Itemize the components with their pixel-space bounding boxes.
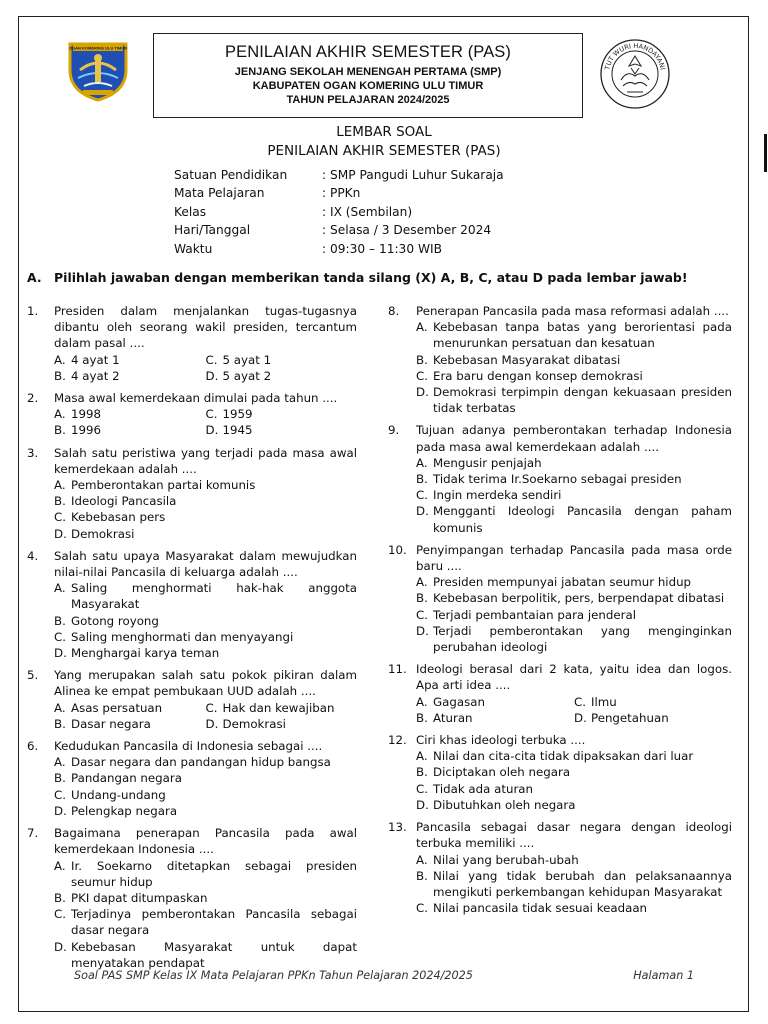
answer-option xyxy=(54,629,357,645)
answer-option xyxy=(54,580,357,612)
tut-wuri-handayani-logo xyxy=(597,36,673,112)
option-text: Dibutuhkan oleh negara xyxy=(433,797,576,812)
info-label: Hari/Tanggal xyxy=(174,223,251,238)
answer-option xyxy=(416,748,732,764)
answer-option xyxy=(416,368,732,384)
exam-header-box xyxy=(153,33,583,118)
question-item xyxy=(27,738,357,819)
option-letter: D. xyxy=(416,797,429,812)
instruction xyxy=(27,270,688,285)
info-value: : Selasa / 3 Desember 2024 xyxy=(322,223,492,238)
option-text: Demokrasi xyxy=(71,526,135,541)
question-number: 9. xyxy=(388,423,400,438)
option-letter: A. xyxy=(54,700,66,715)
option-text: 1998 xyxy=(71,407,102,422)
answer-option xyxy=(416,487,732,503)
answer-option xyxy=(416,574,732,590)
option-text: Saling menghormati dan menyayangi xyxy=(71,629,294,644)
option-letter: A. xyxy=(54,478,66,493)
option-letter: B. xyxy=(54,494,66,509)
option-text: Mengganti Ideologi Pancasila dengan paham komunis xyxy=(433,504,732,535)
option-letter: D. xyxy=(205,716,219,731)
option-text: Ingin merdeka sendiri xyxy=(433,488,562,503)
question-number: 3. xyxy=(27,445,39,460)
question-column-right xyxy=(388,303,732,922)
option-text: Mengusir penjajah xyxy=(433,455,542,470)
info-label: Kelas xyxy=(174,204,207,219)
answer-option xyxy=(54,368,206,384)
section-letter: A. xyxy=(27,270,42,285)
question-text: Bagaimana penerapan Pancasila pada awal kemerdekaan Indonesia .... xyxy=(54,826,357,857)
option-letter: A. xyxy=(416,455,428,470)
option-letter: D. xyxy=(54,526,67,541)
question-number: 5. xyxy=(27,668,39,683)
answer-option xyxy=(416,319,732,351)
instruction-text: Pilihlah jawaban dengan memberikan tanda silang (X) A, B, C, atau D pada lembar jawab! xyxy=(54,270,688,285)
option-text: Gotong royong xyxy=(71,613,159,628)
option-text: Terjadi pembantaian para jenderal xyxy=(433,607,637,622)
answer-option xyxy=(416,455,732,471)
question-item xyxy=(27,303,357,384)
option-text: Demokrasi xyxy=(222,716,286,731)
option-letter: A. xyxy=(54,352,66,367)
question-number: 7. xyxy=(27,826,39,841)
answer-options xyxy=(416,852,732,917)
option-letter: A. xyxy=(54,407,66,422)
emblem-motto-text: TUT WURI HANDAYANI xyxy=(603,41,667,71)
info-value: : 09:30 – 11:30 WIB xyxy=(322,241,442,256)
question-item xyxy=(388,303,732,416)
info-row xyxy=(174,186,504,204)
question-number: 10. xyxy=(388,542,407,557)
option-letter: C. xyxy=(416,781,428,796)
answer-option xyxy=(54,700,206,716)
answer-option xyxy=(54,477,357,493)
option-letter: B. xyxy=(416,868,428,883)
info-label: Waktu xyxy=(174,241,213,256)
answer-option xyxy=(54,406,206,422)
option-text: Nilai dan cita-cita tidak dipaksakan dari luar xyxy=(433,749,694,764)
question-number: 12. xyxy=(388,733,407,748)
answer-options xyxy=(54,754,357,819)
option-letter: C. xyxy=(416,488,428,503)
option-text: Pandangan negara xyxy=(71,771,182,786)
option-text: Saling menghormati hak-hak anggota Masyarakat xyxy=(71,581,357,612)
option-text: Diciptakan oleh negara xyxy=(433,765,571,780)
option-letter: B. xyxy=(416,710,428,725)
question-text: Ciri khas ideologi terbuka .... xyxy=(416,733,586,748)
question-text: Penerapan Pancasila pada masa reformasi adalah .... xyxy=(416,304,729,318)
option-text: Kebebasan Masyarakat dibatasi xyxy=(433,352,621,367)
question-item xyxy=(388,542,732,655)
option-letter: C. xyxy=(574,694,586,709)
answer-options xyxy=(54,477,357,542)
question-text: Kedudukan Pancasila di Indonesia sebagai .... xyxy=(54,739,323,754)
answer-option xyxy=(54,716,206,732)
option-letter: B. xyxy=(416,765,428,780)
question-item xyxy=(27,825,357,971)
answer-option xyxy=(206,368,358,384)
answer-option xyxy=(206,422,358,438)
answer-option xyxy=(54,939,357,971)
question-column-left xyxy=(27,303,357,977)
question-item xyxy=(27,667,357,732)
answer-option xyxy=(574,694,732,710)
option-text: Hak dan kewajiban xyxy=(222,700,335,715)
answer-option xyxy=(416,590,732,606)
answer-option xyxy=(54,422,206,438)
question-text: Pancasila sebagai dasar negara dengan ideologi terbuka memiliki .... xyxy=(416,820,732,851)
question-item xyxy=(388,732,732,813)
option-text: Nilai yang berubah-ubah xyxy=(433,852,579,867)
answer-option xyxy=(416,503,732,535)
option-text: 5 ayat 2 xyxy=(222,368,272,383)
answer-option xyxy=(54,493,357,509)
option-letter: D. xyxy=(574,710,587,725)
option-text: Terjadi pemberontakan yang menginginkan perubahan ideologi xyxy=(433,623,732,655)
option-letter: B. xyxy=(54,423,66,438)
option-text: 1945 xyxy=(222,423,253,438)
answer-option xyxy=(54,787,357,803)
option-text: Presiden mempunyai jabatan seumur hidup xyxy=(433,575,692,590)
option-text: Terjadinya pemberontakan Pancasila sebagai dasar negara xyxy=(71,907,357,938)
option-letter: A. xyxy=(416,320,428,335)
option-letter: A. xyxy=(54,858,66,873)
option-text: Kebebasan berpolitik, pers, berpendapat dibatasi xyxy=(433,591,725,606)
question-text: Salah satu upaya Masyarakat dalam mewujudkan nilai-nilai Pancasila di keluarga adalah .... xyxy=(54,548,357,580)
option-letter: A. xyxy=(416,852,428,867)
answer-option xyxy=(206,716,358,732)
question-item xyxy=(388,661,732,726)
answer-option xyxy=(54,352,206,368)
answer-option xyxy=(54,890,357,906)
answer-option xyxy=(206,406,358,422)
option-text: Nilai yang tidak berubah dan pelaksanaannya mengikuti perkembangan kehidupan Masyarakat xyxy=(433,868,732,899)
info-value: : IX (Sembilan) xyxy=(322,204,413,219)
school-level: JENJANG SEKOLAH MENENGAH PERTAMA (SMP) xyxy=(234,66,502,78)
answer-option xyxy=(416,471,732,487)
option-letter: D. xyxy=(54,646,67,661)
question-item xyxy=(388,422,732,535)
sheet-title: LEMBAR SOAL xyxy=(336,124,432,140)
option-letter: C. xyxy=(54,510,66,525)
answer-options xyxy=(54,352,357,384)
option-text: Kebebasan Masyarakat untuk dapat menyatakan pendapat xyxy=(71,939,357,970)
question-text: Ideologi berasal dari 2 kata, yaitu idea dan logos. Apa arti idea .... xyxy=(416,662,732,693)
option-text: Undang-undang xyxy=(71,787,166,802)
question-item xyxy=(388,819,732,916)
question-item xyxy=(27,548,357,661)
info-row xyxy=(174,223,504,241)
footer-description: Soal PAS SMP Kelas IX Mata Pelajaran PPKn Tahun Pelajaran 2024/2025 xyxy=(74,969,473,982)
option-letter: C. xyxy=(54,787,66,802)
option-letter: D. xyxy=(416,623,429,638)
answer-option xyxy=(54,613,357,629)
answer-option xyxy=(416,797,732,813)
option-letter: B. xyxy=(54,771,66,786)
option-text: PKI dapat ditumpaskan xyxy=(71,890,208,905)
option-text: Ideologi Pancasila xyxy=(71,494,177,509)
option-text: 1959 xyxy=(222,407,253,422)
answer-options xyxy=(54,580,357,661)
option-letter: B. xyxy=(416,591,428,606)
question-item xyxy=(27,445,357,542)
answer-options xyxy=(416,694,732,726)
option-letter: C. xyxy=(416,368,428,383)
answer-option xyxy=(416,852,732,868)
option-letter: C. xyxy=(416,901,428,916)
answer-option xyxy=(54,754,357,770)
regency-crest-logo xyxy=(66,40,130,102)
option-text: Kebebasan tanpa batas yang berorientasi pada menurunkan persatuan dan kesatuan xyxy=(433,320,732,351)
option-letter: A. xyxy=(416,694,428,709)
info-row xyxy=(174,205,504,223)
page-footer xyxy=(74,969,694,982)
option-letter: C. xyxy=(205,407,218,422)
question-text: Penyimpangan terhadap Pancasila pada masa orde baru .... xyxy=(416,542,732,574)
option-letter: B. xyxy=(54,716,66,731)
option-text: Dasar negara xyxy=(71,716,151,731)
answer-option xyxy=(54,645,357,661)
option-letter: D. xyxy=(416,504,429,519)
option-text: Ilmu xyxy=(591,694,617,709)
answer-option xyxy=(416,710,574,726)
question-number: 4. xyxy=(27,548,39,563)
option-letter: B. xyxy=(54,368,66,383)
info-value: : PPKn xyxy=(322,186,361,201)
answer-option xyxy=(54,526,357,542)
question-number: 6. xyxy=(27,739,39,754)
question-text: Tujuan adanya pemberontakan terhadap Indonesia pada masa awal kemerdekaan adalah .... xyxy=(416,423,732,454)
option-letter: A. xyxy=(54,755,66,770)
option-text: 4 ayat 2 xyxy=(71,368,120,383)
option-text: 1996 xyxy=(71,423,102,438)
option-letter: C. xyxy=(205,700,218,715)
info-row xyxy=(174,242,504,260)
crest-banner-text: OGAN KOMERING ULU TIMUR xyxy=(68,45,128,51)
answer-options xyxy=(54,406,357,438)
answer-option xyxy=(206,352,358,368)
answer-option xyxy=(416,384,732,416)
answer-option xyxy=(54,509,357,525)
answer-option xyxy=(416,623,732,655)
option-letter: D. xyxy=(416,385,429,400)
option-letter: D. xyxy=(54,939,67,954)
sheet-subtitle: PENILAIAN AKHIR SEMESTER (PAS) xyxy=(267,143,501,159)
question-number: 8. xyxy=(388,304,400,318)
question-text: Salah satu peristiwa yang terjadi pada masa awal kemerdekaan adalah .... xyxy=(54,445,357,476)
option-letter: D. xyxy=(205,423,219,438)
option-letter: B. xyxy=(54,613,66,628)
answer-option xyxy=(54,858,357,890)
option-letter: A. xyxy=(416,575,428,590)
option-letter: A. xyxy=(54,581,66,596)
question-number: 13. xyxy=(388,820,407,835)
question-number: 2. xyxy=(27,391,39,406)
answer-option xyxy=(54,906,357,938)
option-text: Era baru dengan konsep demokrasi xyxy=(433,368,643,383)
question-text: Masa awal kemerdekaan dimulai pada tahun .... xyxy=(54,391,338,406)
question-number: 1. xyxy=(27,304,39,318)
option-text: Nilai pancasila tidak sesuai keadaan xyxy=(433,901,648,916)
answer-option xyxy=(416,694,574,710)
answer-option xyxy=(416,868,732,900)
option-text: Pelengkap negara xyxy=(71,803,178,818)
option-letter: D. xyxy=(205,368,219,383)
answer-option xyxy=(54,770,357,786)
option-letter: B. xyxy=(416,472,428,487)
option-letter: B. xyxy=(54,890,66,905)
answer-option xyxy=(416,900,732,916)
exam-title: PENILAIAN AKHIR SEMESTER (PAS) xyxy=(224,43,511,61)
option-letter: C. xyxy=(416,607,428,622)
info-label: Mata Pelajaran xyxy=(174,186,265,201)
answer-option xyxy=(416,607,732,623)
option-text: Tidak terima Ir.Soekarno sebagai presiden xyxy=(433,472,682,487)
option-letter: C. xyxy=(54,629,66,644)
option-text: Menghargai karya teman xyxy=(71,646,220,661)
answer-option xyxy=(416,764,732,780)
option-text: Asas persatuan xyxy=(71,700,163,715)
regency-name: KABUPATEN OGAN KOMERING ULU TIMUR xyxy=(252,80,484,92)
info-label: Satuan Pendidikan xyxy=(174,168,288,182)
answer-option xyxy=(416,352,732,368)
option-text: 4 ayat 1 xyxy=(71,352,120,367)
answer-options xyxy=(416,574,732,655)
option-text: Gagasan xyxy=(433,694,485,709)
option-text: Demokrasi terpimpin dengan kekuasaan presiden tidak terbatas xyxy=(433,385,732,416)
option-text: Ir. Soekarno ditetapkan sebagai presiden seumur hidup xyxy=(71,858,357,889)
question-item xyxy=(27,390,357,439)
answer-option xyxy=(574,710,732,726)
page-number: Halaman 1 xyxy=(633,969,694,982)
option-text: Tidak ada aturan xyxy=(433,781,534,796)
option-text: Pengetahuan xyxy=(591,710,669,725)
option-letter: D. xyxy=(54,803,67,818)
answer-options xyxy=(54,700,357,732)
answer-options xyxy=(416,319,732,416)
option-letter: A. xyxy=(416,749,428,764)
option-letter: C. xyxy=(205,352,218,367)
exam-info-table xyxy=(174,168,504,260)
answer-option xyxy=(416,781,732,797)
academic-year: TAHUN PELAJARAN 2024/2025 xyxy=(286,94,450,106)
option-letter: C. xyxy=(54,907,66,922)
question-number: 11. xyxy=(388,662,407,677)
answer-options xyxy=(416,748,732,813)
option-text: Kebebasan pers xyxy=(71,510,166,525)
option-text: Pemberontakan partai komunis xyxy=(71,478,256,493)
info-row xyxy=(174,168,504,186)
answer-option xyxy=(206,700,358,716)
answer-option xyxy=(54,803,357,819)
option-text: 5 ayat 1 xyxy=(222,352,272,367)
option-text: Dasar negara dan pandangan hidup bangsa xyxy=(71,755,331,770)
answer-options xyxy=(54,858,357,971)
option-text: Aturan xyxy=(433,710,473,725)
question-text: Yang merupakan salah satu pokok pikiran dalam Alinea ke empat pembukaan UUD adalah .... xyxy=(54,668,357,699)
option-letter: B. xyxy=(416,352,428,367)
answer-options xyxy=(416,455,732,536)
info-value: : SMP Pangudi Luhur Sukaraja xyxy=(322,168,504,182)
question-text: Presiden dalam menjalankan tugas-tugasnya dibantu oleh seorang wakil presiden, tercantum dalam pasal .... xyxy=(54,304,357,351)
